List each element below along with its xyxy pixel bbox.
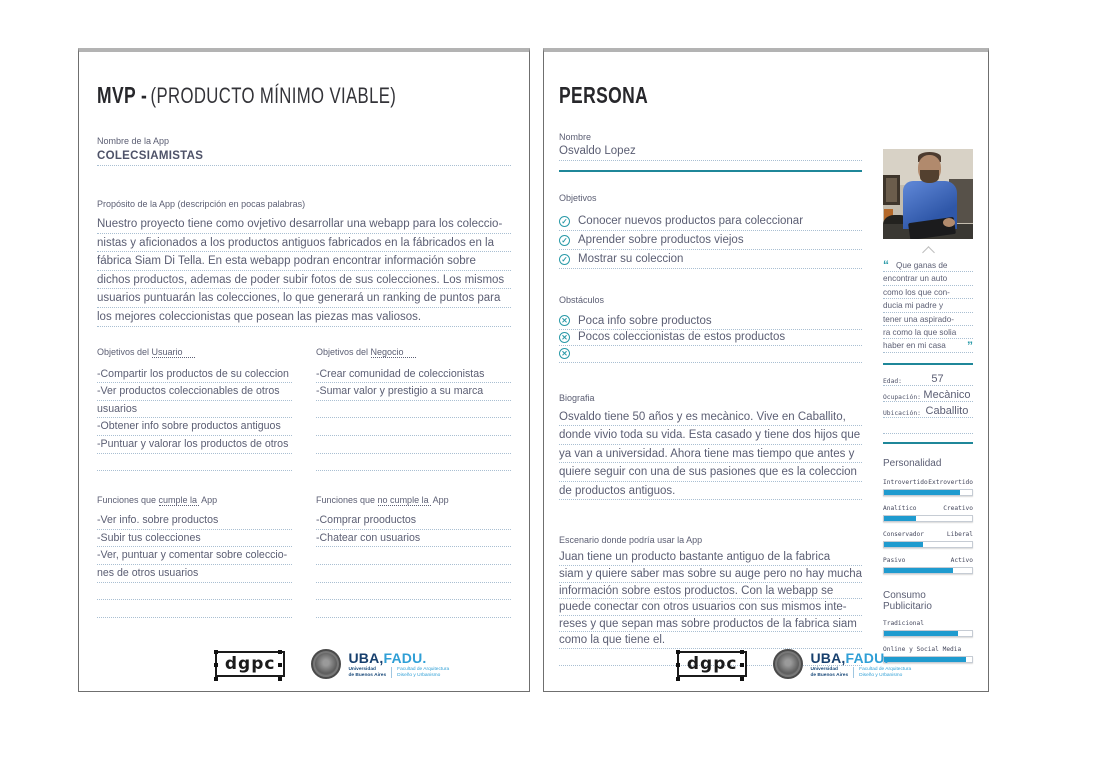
list-item bbox=[316, 565, 511, 583]
slider-track bbox=[883, 515, 973, 522]
persona-main-column bbox=[559, 109, 862, 666]
dgpc-logo: dgpc bbox=[215, 651, 286, 677]
list-item bbox=[316, 600, 511, 618]
list-item: usuarios bbox=[97, 401, 292, 419]
persona-name-value: Osvaldo Lopez bbox=[559, 145, 862, 161]
persona-sidebar bbox=[883, 149, 973, 672]
features-no-label: Funciones que no cumple la App bbox=[316, 495, 449, 506]
bio-label: Biografia bbox=[559, 392, 595, 403]
quote-line: encontrar un auto bbox=[883, 272, 973, 285]
list-item: -Ver productos coleccionables de otros bbox=[97, 383, 292, 401]
quote-line: ducia mi padre y bbox=[883, 299, 973, 312]
scenario-line: como la que tiene el. bbox=[559, 632, 862, 649]
purpose-line: Nuestro proyecto tiene como ovjetivo desarrollar una webapp para los coleccio- bbox=[97, 215, 511, 234]
bio-paragraph bbox=[559, 408, 862, 501]
personality-sliders bbox=[883, 479, 973, 574]
list-item: -Comprar prooductos bbox=[316, 512, 511, 530]
page-footer bbox=[107, 649, 557, 679]
features-yes-column bbox=[97, 495, 292, 618]
divider-rule bbox=[883, 442, 973, 444]
dgpc-logo: dgpc bbox=[677, 651, 748, 677]
features-no-column bbox=[316, 495, 511, 618]
business-goals-label: Objetivos del Negocio bbox=[316, 347, 511, 357]
scenario-line: siam y quiere saber mas sobre su auge pero no hay mucha bbox=[559, 566, 862, 583]
mvp-worksheet-page bbox=[78, 48, 530, 692]
slider-track bbox=[883, 489, 973, 496]
obstacle-item bbox=[559, 346, 862, 363]
ads-label: Consumo Publicitario bbox=[883, 589, 932, 612]
slider-left-label: Pasivo bbox=[883, 556, 906, 564]
list-item bbox=[316, 583, 511, 601]
list-item bbox=[316, 401, 511, 419]
purpose-paragraph bbox=[97, 215, 511, 327]
slider-right-label: Activo bbox=[950, 556, 973, 564]
scenario-line: reses y que sepan mas sobre productos de la fabrica siam bbox=[559, 616, 862, 633]
personality-slider bbox=[883, 557, 973, 574]
ad-slider-label: Tradicional bbox=[883, 619, 924, 627]
goal-item bbox=[559, 250, 862, 269]
slider-left-label: Conservador bbox=[883, 530, 924, 538]
bio-line: quiere seguir con una de sus pasiones que es la coleccion bbox=[559, 463, 862, 482]
slider-fill bbox=[884, 490, 960, 495]
title-light: (PRODUCTO MÍNIMO VIABLE) bbox=[150, 83, 397, 108]
slider-fill bbox=[884, 516, 916, 521]
page-title bbox=[97, 82, 412, 109]
slider-track bbox=[883, 630, 973, 637]
list-item bbox=[97, 600, 292, 618]
fact-label: Ubicación: bbox=[883, 409, 921, 417]
uba-fadu-logo: UBA,FADU. Universidad de Buenos Aires Facultad de Arquitectura Diseño y Urbanismo bbox=[773, 649, 911, 679]
speech-bubble-caret bbox=[922, 246, 935, 259]
slider-left-label: Analítico bbox=[883, 504, 917, 512]
goal-text: Aprender sobre productos viejos bbox=[578, 234, 744, 246]
quote-line: tener una aspirado- bbox=[883, 313, 973, 326]
quote-line: haber en mi casa bbox=[883, 339, 973, 352]
check-icon: ✓ bbox=[559, 254, 570, 265]
persona-quote bbox=[883, 259, 973, 353]
business-goals-column bbox=[316, 347, 511, 472]
title-bold: MVP - bbox=[97, 82, 148, 108]
open-quote-icon: “ bbox=[883, 258, 889, 272]
list-item: -Subir tus colecciones bbox=[97, 530, 292, 548]
quote-line: Que ganas de bbox=[883, 259, 973, 272]
scenario-line: Juan tiene un producto bastante antiguo de la fabrica bbox=[559, 549, 862, 566]
list-item: -Ver info. sobre productos bbox=[97, 512, 292, 530]
quote-line: como los que con- bbox=[883, 286, 973, 299]
list-item bbox=[97, 454, 292, 472]
persona-worksheet-page bbox=[543, 48, 989, 692]
slider-left-label: Introvertido bbox=[883, 478, 928, 486]
fact-row bbox=[883, 402, 973, 418]
list-item: -Puntuar y valorar los productos de otros bbox=[97, 436, 292, 454]
photo-hand-shape bbox=[943, 218, 955, 227]
fact-row bbox=[883, 418, 973, 434]
scenario-label: Escenario donde podría usar la App bbox=[559, 535, 703, 546]
purpose-label: Propósito de la App (descripción en pocas palabras) bbox=[97, 199, 306, 209]
fact-row bbox=[883, 386, 973, 402]
obstacle-text: Poca info sobre productos bbox=[578, 314, 712, 327]
title-bold: PERSONA bbox=[559, 82, 649, 108]
cross-icon: ✕ bbox=[559, 332, 570, 343]
uba-seal-icon bbox=[311, 649, 341, 679]
photo-frame-shape bbox=[883, 175, 900, 205]
user-goals-column bbox=[97, 347, 292, 472]
fact-value: 57 bbox=[931, 372, 944, 385]
obstacle-item bbox=[559, 330, 862, 347]
list-item bbox=[316, 418, 511, 436]
scenario-line: puede conectar con otros usuarios con sus mismos inte- bbox=[559, 599, 862, 616]
features-yes-label: Funciones que cumple la App bbox=[97, 495, 218, 506]
obstacles-label: Obstáculos bbox=[559, 295, 605, 305]
user-goals-label: Objetivos del Usuario bbox=[97, 347, 292, 357]
purpose-line: fábrica Siam Di Tella. En esta webapp podran encontrar información sobre bbox=[97, 252, 511, 271]
personality-label: Personalidad bbox=[883, 457, 942, 469]
list-item: -Obtener info sobre productos antiguos bbox=[97, 418, 292, 436]
ad-slider-label: Online y Social Media bbox=[883, 645, 962, 653]
uba-fadu-logo: UBA,FADU. Universidad de Buenos Aires Facultad de Arquitectura Diseño y Urbanismo bbox=[311, 649, 449, 679]
bio-line: ya van a universidad. Ahora tiene mas tiempo que antes y bbox=[559, 445, 862, 464]
list-item: nes de otros usuarios bbox=[97, 565, 292, 583]
goals-label: Objetivos bbox=[559, 193, 597, 203]
bio-line: de productos antiguos. bbox=[559, 482, 862, 501]
fact-label: Edad: bbox=[883, 377, 902, 385]
check-icon: ✓ bbox=[559, 216, 570, 227]
bio-line: Osvaldo tiene 50 años y es mecànico. Vive en Caballito, bbox=[559, 408, 862, 427]
user-goals-list bbox=[97, 366, 292, 472]
fact-label: Ocupación: bbox=[883, 393, 921, 401]
personality-slider bbox=[883, 505, 973, 522]
persona-photo bbox=[883, 149, 973, 239]
divider-rule bbox=[883, 363, 973, 365]
goal-item bbox=[559, 212, 862, 231]
scenario-line: información sobre estos productos. Con la webapp se bbox=[559, 583, 862, 600]
list-item: -Sumar valor y prestigio a su marca bbox=[316, 383, 511, 401]
slider-track bbox=[883, 541, 973, 548]
list-item: -Ver, puntuar y comentar sobre coleccio- bbox=[97, 547, 292, 565]
list-item: -Chatear con usuarios bbox=[316, 530, 511, 548]
purpose-line: usuarios puntuarán las colecciones, lo que generará un ranking de puntos para bbox=[97, 289, 511, 308]
personality-slider bbox=[883, 531, 973, 548]
fact-value: Mecànico bbox=[923, 388, 971, 401]
app-name-value: COLECSIAMISTAS bbox=[97, 150, 511, 166]
page-title bbox=[559, 82, 874, 109]
persona-name-label: Nombre bbox=[559, 132, 592, 142]
list-item: -Compartir los productos de su coleccion bbox=[97, 366, 292, 384]
purpose-line: los mejores coleccionistas que posean las piezas mas valiosos. bbox=[97, 308, 511, 327]
slider-fill bbox=[884, 631, 958, 636]
list-item bbox=[97, 583, 292, 601]
slider-track bbox=[883, 567, 973, 574]
obstacles-list bbox=[559, 313, 862, 363]
goal-text: Mostrar su coleccion bbox=[578, 253, 684, 265]
uba-seal-icon bbox=[773, 649, 803, 679]
bio-line: donde vivio toda su vida. Esta casado y tiene dos hijos que bbox=[559, 426, 862, 445]
app-name-label: Nombre de la App bbox=[97, 136, 170, 146]
fact-row bbox=[883, 370, 973, 386]
check-icon: ✓ bbox=[559, 235, 570, 246]
cross-icon: ✕ bbox=[559, 315, 570, 326]
list-item bbox=[316, 547, 511, 565]
goal-text: Conocer nuevos productos para coleccionar bbox=[578, 215, 804, 227]
purpose-line: nistas y aficionados a los productos antiguos fabricados en la fábricados en la bbox=[97, 234, 511, 253]
obstacle-text: Pocos coleccionistas de estos productos bbox=[578, 331, 786, 344]
ad-slider bbox=[883, 620, 973, 637]
slider-fill bbox=[884, 542, 923, 547]
slider-fill bbox=[884, 568, 953, 573]
divider-rule bbox=[559, 170, 862, 172]
page-footer bbox=[572, 649, 1016, 679]
photo-beard-shape bbox=[920, 170, 939, 183]
list-item bbox=[316, 436, 511, 454]
obstacle-item bbox=[559, 313, 862, 330]
business-goals-list bbox=[316, 366, 511, 472]
selection-handles bbox=[676, 650, 680, 654]
slider-right-label: Creativo bbox=[943, 504, 973, 512]
facts-list bbox=[883, 370, 973, 434]
goals-list bbox=[559, 212, 862, 269]
goal-item bbox=[559, 231, 862, 250]
list-item: -Crear comunidad de coleccionistas bbox=[316, 366, 511, 384]
features-no-list bbox=[316, 512, 511, 618]
close-quote-icon: ” bbox=[967, 338, 973, 353]
features-yes-list bbox=[97, 512, 292, 618]
quote-lines bbox=[883, 259, 973, 353]
selection-handles bbox=[214, 650, 218, 654]
slider-right-label: Extrovertido bbox=[928, 478, 973, 486]
purpose-line: dichos productos, ademas de poder subir fotos de sus colecciones. Los mismos bbox=[97, 271, 511, 290]
slider-right-label: Liberal bbox=[946, 530, 973, 538]
list-item bbox=[316, 454, 511, 472]
personality-slider bbox=[883, 479, 973, 496]
fact-value: Caballito bbox=[925, 404, 969, 417]
quote-line: ra como la que solia bbox=[883, 326, 973, 339]
cross-icon: ✕ bbox=[559, 348, 570, 359]
